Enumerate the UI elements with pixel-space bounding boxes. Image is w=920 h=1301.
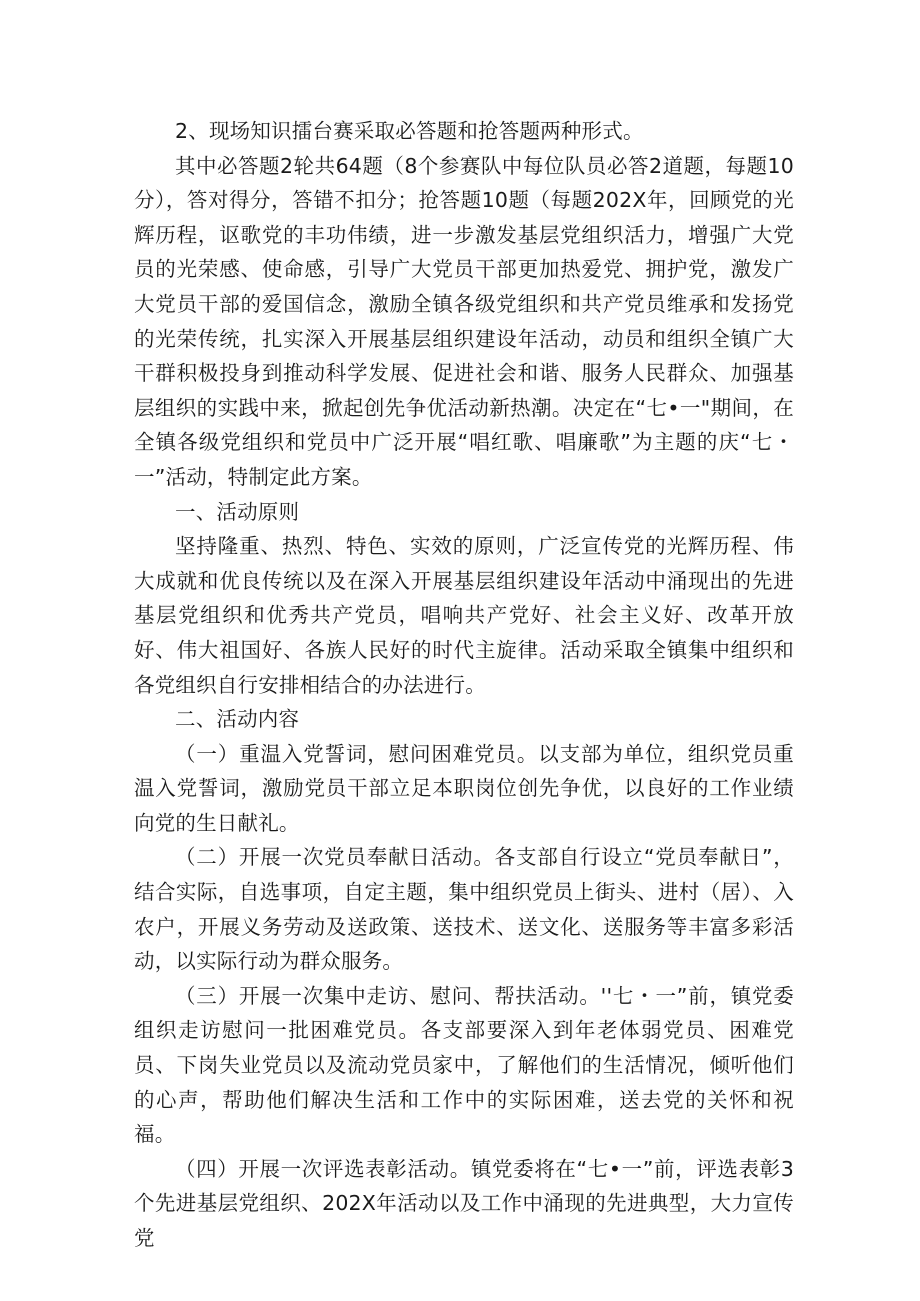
heading-activity-principles: 一、活动原则 [175, 499, 300, 524]
paragraph-item-4: （四）开展一次评选表彰活动。镇党委将在“七•一”前，评选表彰3个先进基层党组织、202X年活动以及工作中涌现的先进典型，大力宣传党 [134, 1156, 794, 1250]
paragraph-contest-format: 2、现场知识擂台赛采取必答题和抢答题两种形式。 [175, 119, 644, 143]
paragraph-item-3: （三）开展一次集中走访、慰问、帮扶活动。''七・一”前，镇党委组织走访慰问一批困难党员。各支部要深入到年老体弱党员、困难党员、下岗失业党员以及流动党员家中，了解他们的生活情况，倾听他们的心声，帮助他们解决生活和工作中的实际困难，送去党的关怀和祝福。 [134, 983, 794, 1147]
paragraph-item-2: （二）开展一次党员奉献日活动。各支部自行设立“党员奉献日”，结合实际，自选事项，自定主题，集中组织党员上街头、进村（居）、入农户，开展义务劳动及送政策、送技术、送文化、送服务等丰富多彩活动，以实际行动为群众服务。 [134, 845, 794, 974]
heading-activity-content: 二、活动内容 [175, 707, 300, 732]
paragraph-principles: 坚持隆重、热烈、特色、实效的原则，广泛宣传党的光辉历程、伟大成就和优良传统以及在深入开展基层组织建设年活动中涌现出的先进基层党组织和优秀共产党员，唱响共产党好、社会主义好、改革开放好、伟大祖国好、各族人民好的时代主旋律。活动采取全镇集中组织和各党组织自行安排相结合的办法进行。 [134, 534, 794, 697]
paragraph-intro: 其中必答题2轮共64题（8个参赛队中每位队员必答2道题，每题10分），答对得分，答错不扣分；抢答题10题（每题202X年，回顾党的光辉历程，讴歌党的丰功伟绩，进一步激发基层党组织活力，增强广大党员的光荣感、使命感，引导广大党员干部更加热爱党、拥护党，激发广大党员干部的爱国信念，激励全镇各级党组织和共产党员维承和发扬党的光荣传统，扎实深入开展基层组织建设年活动，动员和组织全镇广大干群积极投身到推动科学发展、促进社会和谐、服务人民群众、加强基层组织的实践中来，掀起创先争优活动新热潮。决定在“七•一"期间，在全镇各级党组织和党员中广泛开展“唱红歌、唱廉歌”为主题的庆“七・一”活动，特制定此方案。 [134, 153, 794, 489]
paragraph-item-1: （一）重温入党誓词，慰问困难党员。以支部为单位，组织党员重温入党誓词，激励党员干部立足本职岗位创先争优，以良好的工作业绩向党的生日献礼。 [134, 741, 794, 835]
document-body [134, 114, 794, 1256]
